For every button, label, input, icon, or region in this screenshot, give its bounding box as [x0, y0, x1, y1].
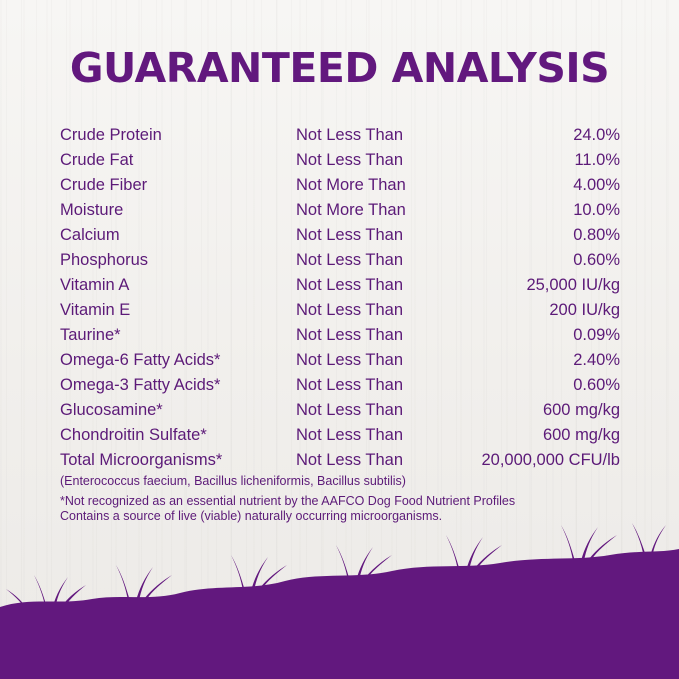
nutrient-label: Calcium — [60, 226, 120, 244]
qualifier-label: Not Less Than — [296, 376, 404, 394]
qualifier-label: Not Less Than — [296, 301, 404, 319]
nutrition-table — [60, 126, 620, 476]
value-label: 25,000 IU/kg — [526, 276, 620, 294]
qualifier-label: Not More Than — [296, 176, 406, 194]
qualifier-label: Not Less Than — [296, 351, 404, 369]
qualifier-label: Not Less Than — [296, 401, 404, 419]
value-label: 0.80% — [573, 226, 620, 244]
nutrient-label: Vitamin A — [60, 276, 130, 294]
qualifier-label: Not Less Than — [296, 326, 404, 344]
nutrient-label: Omega-6 Fatty Acids* — [60, 351, 221, 369]
table-row — [60, 351, 620, 376]
value-label: 20,000,000 CFU/lb — [481, 451, 620, 469]
table-row — [60, 301, 620, 326]
qualifier-label: Not Less Than — [296, 451, 404, 469]
table-row — [60, 451, 620, 476]
qualifier-label: Not Less Than — [296, 276, 404, 294]
nutrient-label: Phosphorus — [60, 251, 149, 269]
value-label: 600 mg/kg — [542, 426, 620, 444]
table-row — [60, 401, 620, 426]
value-label: 0.09% — [573, 326, 620, 344]
nutrient-label: Crude Fat — [60, 151, 134, 169]
table-row — [60, 251, 620, 276]
table-row — [60, 426, 620, 451]
value-label: 2.40% — [573, 351, 620, 369]
value-label: 0.60% — [573, 251, 620, 269]
table-row — [60, 376, 620, 401]
table-row — [60, 326, 620, 351]
table-row — [60, 126, 620, 151]
nutrient-label: Omega-3 Fatty Acids* — [60, 376, 221, 394]
page-title: GUARANTEED ANALYSIS — [69, 44, 610, 92]
qualifier-label: Not Less Than — [296, 126, 404, 144]
microorganism-strains: (Enterococcus faecium, Bacillus licheniformis, Bacillus subtilis) — [60, 474, 406, 488]
footnote-microorganisms: Contains a source of live (viable) naturally occurring microorganisms. — [60, 509, 443, 523]
value-label: 4.00% — [573, 176, 620, 194]
nutrient-label: Vitamin E — [60, 301, 131, 319]
table-row — [60, 176, 620, 201]
qualifier-label: Not Less Than — [296, 151, 404, 169]
nutrient-label: Total Microorganisms* — [60, 451, 223, 469]
footnote-aafco: *Not recognized as an essential nutrient by the AAFCO Dog Food Nutrient Profiles — [60, 494, 516, 508]
table-row — [60, 151, 620, 176]
qualifier-label: Not Less Than — [296, 426, 404, 444]
table-row — [60, 226, 620, 251]
nutrient-label: Taurine* — [60, 326, 121, 344]
table-row — [60, 276, 620, 301]
table-row — [60, 201, 620, 226]
nutrient-label: Chondroitin Sulfate* — [60, 426, 207, 444]
qualifier-label: Not Less Than — [296, 226, 404, 244]
value-label: 24.0% — [573, 126, 620, 144]
value-label: 10.0% — [573, 201, 620, 219]
nutrient-label: Moisture — [60, 201, 124, 219]
nutrient-label: Crude Fiber — [60, 176, 148, 194]
qualifier-label: Not More Than — [296, 201, 406, 219]
nutrient-label: Crude Protein — [60, 126, 162, 144]
value-label: 200 IU/kg — [549, 301, 620, 319]
value-label: 11.0% — [574, 151, 620, 169]
value-label: 600 mg/kg — [542, 401, 620, 419]
nutrient-label: Glucosamine* — [60, 401, 163, 419]
grass-silhouette — [0, 519, 679, 679]
value-label: 0.60% — [573, 376, 620, 394]
qualifier-label: Not Less Than — [296, 251, 404, 269]
